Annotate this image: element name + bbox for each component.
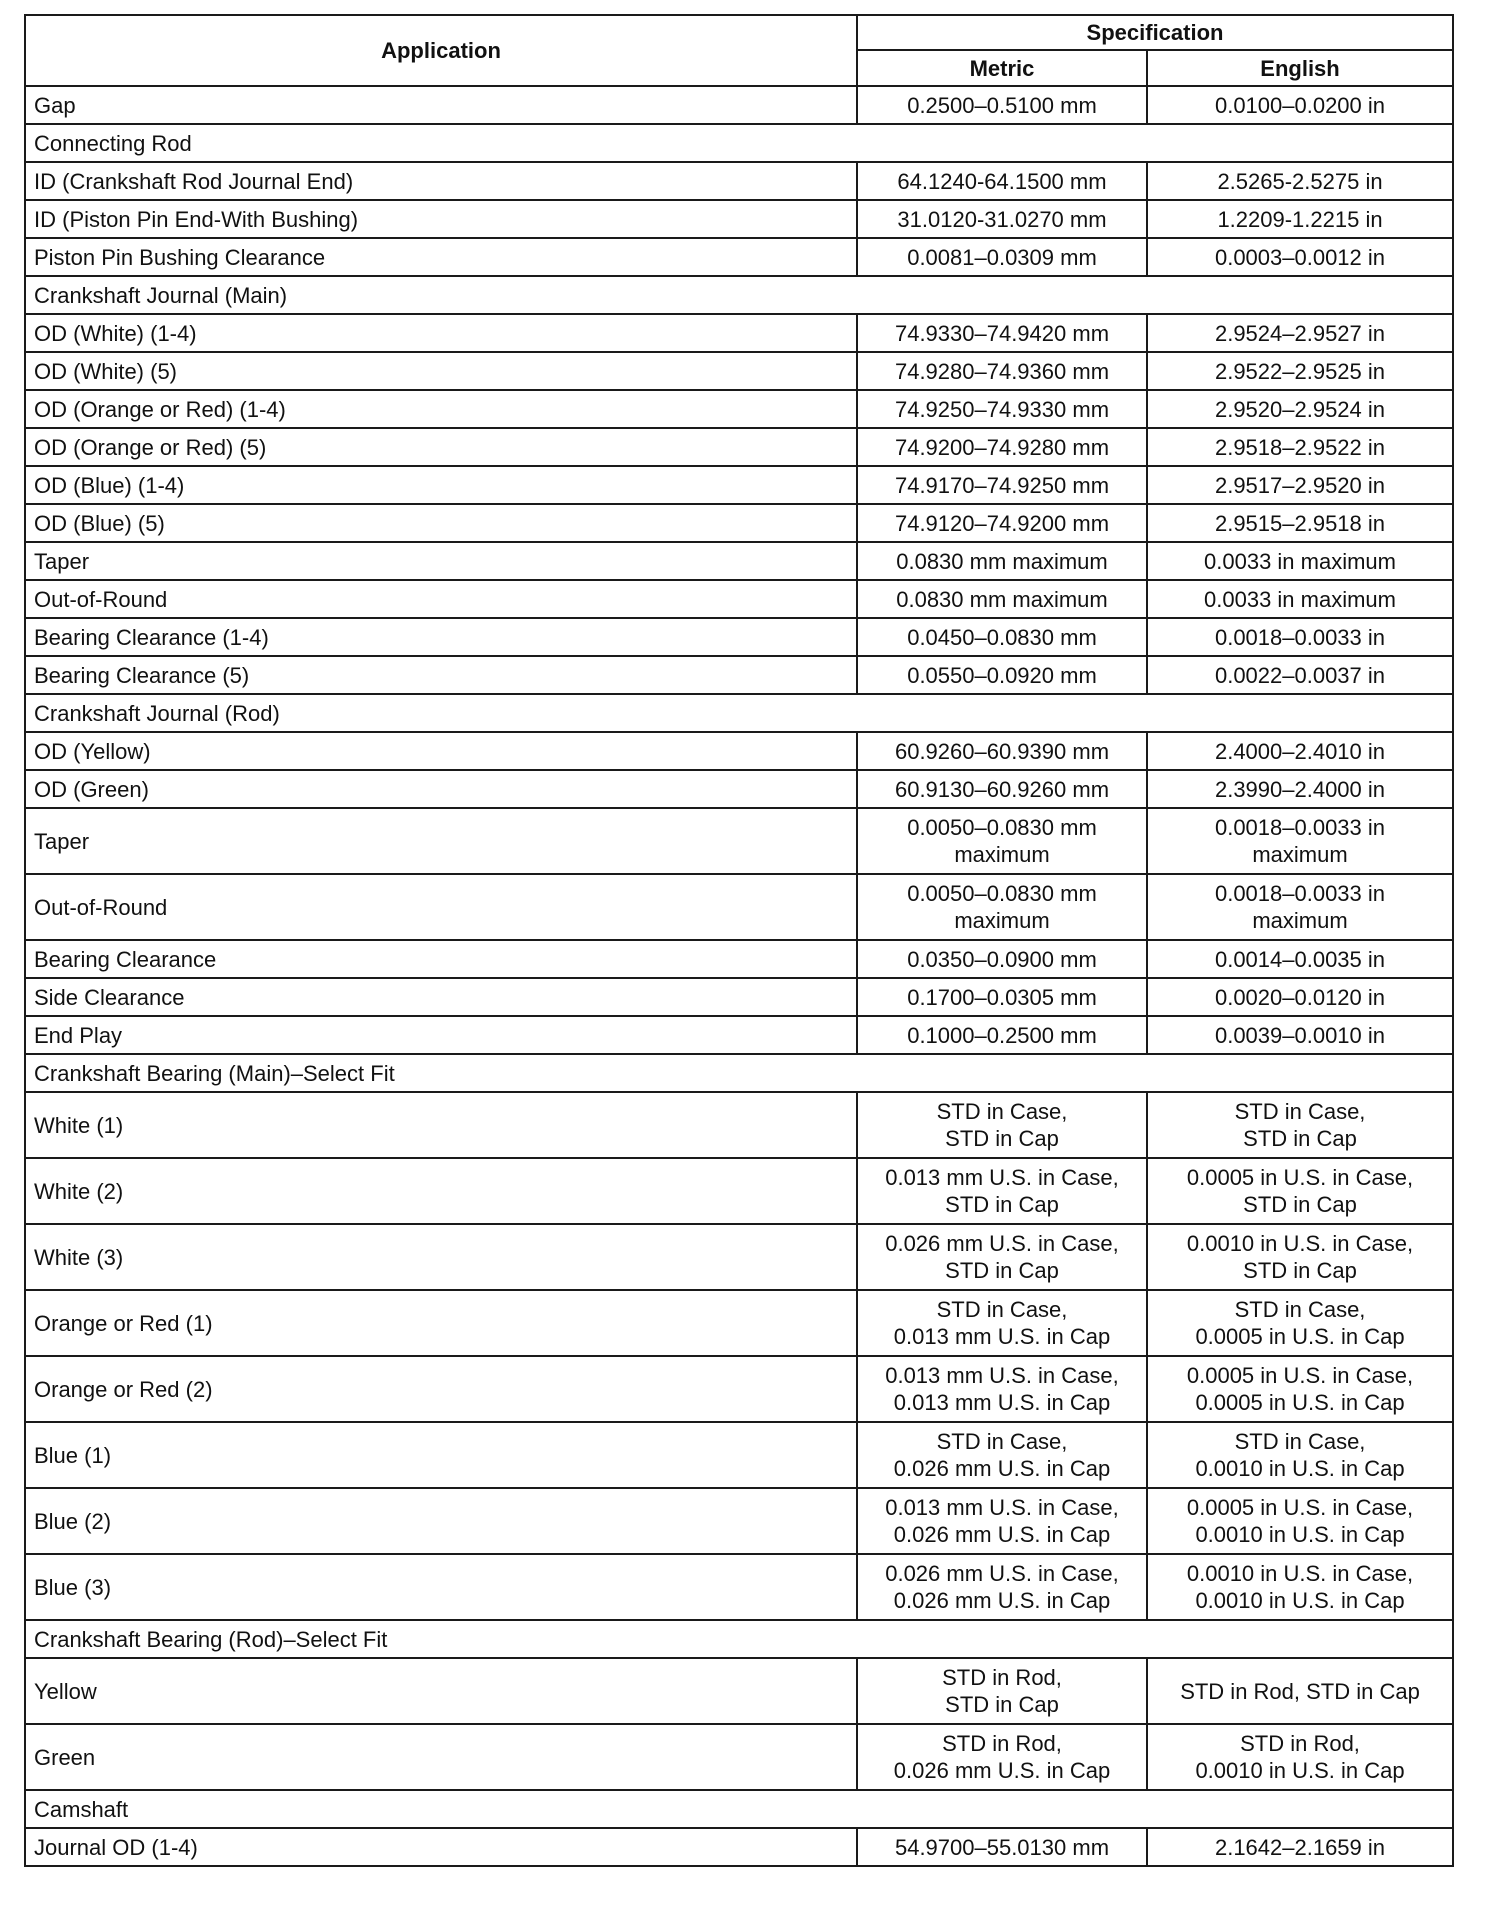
english-cell xyxy=(1147,618,1453,656)
metric-cell xyxy=(857,1224,1147,1290)
metric-cell xyxy=(857,314,1147,352)
application-cell: OD (Blue) (1-4) xyxy=(25,466,857,504)
section-title: Connecting Rod xyxy=(25,124,1453,162)
english-value-line: 0.0010 in U.S. in Cap xyxy=(1195,1758,1405,1783)
metric-value-line: 74.9170–74.9250 mm xyxy=(894,472,1110,498)
english-value-line: 2.1642–2.1659 in xyxy=(1214,1834,1386,1860)
english-value-line: STD in Case, xyxy=(1234,1099,1366,1124)
section-title: Crankshaft Bearing (Rod)–Select Fit xyxy=(25,1620,1453,1658)
metric-cell xyxy=(857,656,1147,694)
metric-value-line: 0.026 mm U.S. in Case, xyxy=(885,1561,1119,1586)
application-cell: Journal OD (1-4) xyxy=(25,1828,857,1866)
application-cell: White (1) xyxy=(25,1092,857,1158)
english-value-line: 2.5265-2.5275 in xyxy=(1217,168,1383,194)
metric-value-line: 0.0830 mm maximum xyxy=(896,586,1108,612)
english-cell xyxy=(1147,86,1453,124)
english-value-line: STD in Case, xyxy=(1234,1297,1366,1322)
english-cell xyxy=(1147,1016,1453,1054)
section-title: Crankshaft Journal (Main) xyxy=(25,276,1453,314)
english-cell xyxy=(1147,940,1453,978)
metric-value-line: 0.013 mm U.S. in Case, xyxy=(885,1165,1119,1190)
application-cell: Blue (3) xyxy=(25,1554,857,1620)
english-value-line: maximum xyxy=(1252,842,1348,867)
metric-cell xyxy=(857,1554,1147,1620)
english-cell xyxy=(1147,1092,1453,1158)
metric-cell xyxy=(857,352,1147,390)
application-cell: Bearing Clearance (5) xyxy=(25,656,857,694)
metric-cell xyxy=(857,1828,1147,1866)
english-value-line: 0.0010 in U.S. in Cap xyxy=(1195,1588,1405,1613)
application-cell: OD (Green) xyxy=(25,770,857,808)
metric-value-line: 74.9330–74.9420 mm xyxy=(894,320,1110,346)
metric-cell xyxy=(857,1092,1147,1158)
table-row xyxy=(25,1724,1453,1790)
table-row xyxy=(25,1016,1453,1054)
metric-cell xyxy=(857,466,1147,504)
english-value-line: STD in Cap xyxy=(1243,1258,1357,1283)
application-cell: OD (White) (5) xyxy=(25,352,857,390)
english-value-line: 0.0005 in U.S. in Cap xyxy=(1195,1390,1405,1415)
application-cell: ID (Piston Pin End-With Bushing) xyxy=(25,200,857,238)
metric-cell xyxy=(857,1290,1147,1356)
metric-value-line: STD in Cap xyxy=(945,1126,1059,1151)
metric-cell xyxy=(857,542,1147,580)
metric-cell xyxy=(857,874,1147,940)
english-value-line: 0.0005 in U.S. in Case, xyxy=(1186,1165,1414,1190)
english-cell xyxy=(1147,162,1453,200)
english-value-line: STD in Case, xyxy=(1234,1429,1366,1454)
metric-value-line: 60.9260–60.9390 mm xyxy=(894,738,1110,764)
application-cell: OD (Yellow) xyxy=(25,732,857,770)
application-cell: Taper xyxy=(25,808,857,874)
metric-value-line: STD in Cap xyxy=(945,1258,1059,1283)
metric-cell xyxy=(857,1158,1147,1224)
application-cell: White (2) xyxy=(25,1158,857,1224)
table-row xyxy=(25,1658,1453,1724)
english-cell xyxy=(1147,580,1453,618)
metric-value-line: 74.9200–74.9280 mm xyxy=(894,434,1110,460)
metric-cell xyxy=(857,580,1147,618)
english-cell xyxy=(1147,314,1453,352)
metric-value-line: 64.1240-64.1500 mm xyxy=(897,168,1107,194)
metric-cell xyxy=(857,238,1147,276)
english-cell xyxy=(1147,504,1453,542)
metric-value-line: maximum xyxy=(954,908,1050,933)
english-header: English xyxy=(1147,50,1453,86)
metric-cell xyxy=(857,1356,1147,1422)
metric-value-line: STD in Case, xyxy=(936,1099,1068,1124)
table-row xyxy=(25,1356,1453,1422)
application-cell: Bearing Clearance (1-4) xyxy=(25,618,857,656)
english-cell xyxy=(1147,1828,1453,1866)
metric-value-line: 74.9280–74.9360 mm xyxy=(894,358,1110,384)
metric-value-line: maximum xyxy=(954,842,1050,867)
english-value-line: 0.0018–0.0033 in xyxy=(1214,815,1386,840)
english-value-line: 2.9522–2.9525 in xyxy=(1214,358,1386,384)
english-value-line: 0.0022–0.0037 in xyxy=(1214,662,1386,688)
english-value-line: 0.0020–0.0120 in xyxy=(1214,984,1386,1010)
metric-value-line: STD in Rod, xyxy=(942,1665,1062,1690)
section-row xyxy=(25,276,1453,314)
metric-value-line: 0.026 mm U.S. in Cap xyxy=(893,1522,1111,1547)
section-title: Crankshaft Journal (Rod) xyxy=(25,694,1453,732)
english-cell xyxy=(1147,1554,1453,1620)
table-row xyxy=(25,732,1453,770)
english-value-line: 0.0003–0.0012 in xyxy=(1214,244,1386,270)
application-cell: Gap xyxy=(25,86,857,124)
metric-value-line: 0.0050–0.0830 mm xyxy=(907,881,1097,906)
english-cell xyxy=(1147,466,1453,504)
table-row xyxy=(25,352,1453,390)
english-value-line: 0.0010 in U.S. in Cap xyxy=(1195,1456,1405,1481)
section-row xyxy=(25,1054,1453,1092)
metric-value-line: 0.013 mm U.S. in Case, xyxy=(885,1495,1119,1520)
table-row xyxy=(25,808,1453,874)
english-cell xyxy=(1147,874,1453,940)
application-cell: Orange or Red (2) xyxy=(25,1356,857,1422)
metric-cell xyxy=(857,1016,1147,1054)
metric-value-line: STD in Rod, xyxy=(942,1731,1062,1756)
table-row xyxy=(25,238,1453,276)
table-row xyxy=(25,874,1453,940)
metric-header: Metric xyxy=(857,50,1147,86)
english-value-line: 2.9520–2.9524 in xyxy=(1214,396,1386,422)
english-cell xyxy=(1147,978,1453,1016)
metric-cell xyxy=(857,504,1147,542)
application-cell: Orange or Red (1) xyxy=(25,1290,857,1356)
english-cell xyxy=(1147,1724,1453,1790)
table-row xyxy=(25,390,1453,428)
metric-cell xyxy=(857,162,1147,200)
english-value-line: 0.0033 in maximum xyxy=(1204,548,1396,574)
english-cell xyxy=(1147,1422,1453,1488)
english-value-line: STD in Rod, STD in Cap xyxy=(1180,1678,1420,1704)
metric-value-line: STD in Case, xyxy=(936,1297,1068,1322)
application-cell: Blue (1) xyxy=(25,1422,857,1488)
table-row xyxy=(25,314,1453,352)
english-value-line: 0.0005 in U.S. in Case, xyxy=(1186,1363,1414,1388)
table-body xyxy=(25,86,1453,1866)
application-cell: ID (Crankshaft Rod Journal End) xyxy=(25,162,857,200)
metric-value-line: 0.0350–0.0900 mm xyxy=(907,946,1097,972)
english-cell xyxy=(1147,770,1453,808)
metric-value-line: 0.026 mm U.S. in Cap xyxy=(893,1588,1111,1613)
metric-cell xyxy=(857,940,1147,978)
english-value-line: 0.0018–0.0033 in xyxy=(1214,624,1386,650)
table-row xyxy=(25,1290,1453,1356)
english-value-line: 2.9515–2.9518 in xyxy=(1214,510,1386,536)
table-row xyxy=(25,1488,1453,1554)
application-cell: End Play xyxy=(25,1016,857,1054)
english-value-line: STD in Rod, xyxy=(1240,1731,1360,1756)
english-value-line: 0.0010 in U.S. in Cap xyxy=(1195,1522,1405,1547)
table-row xyxy=(25,656,1453,694)
metric-value-line: 0.013 mm U.S. in Case, xyxy=(885,1363,1119,1388)
english-cell xyxy=(1147,808,1453,874)
english-value-line: 0.0039–0.0010 in xyxy=(1214,1022,1386,1048)
table-row xyxy=(25,466,1453,504)
table-row xyxy=(25,580,1453,618)
spec-table xyxy=(24,14,1454,1867)
metric-value-line: 0.0450–0.0830 mm xyxy=(907,624,1097,650)
metric-value-line: 54.9700–55.0130 mm xyxy=(894,1834,1110,1860)
metric-cell xyxy=(857,1422,1147,1488)
table-header xyxy=(25,15,1453,86)
english-value-line: 2.4000–2.4010 in xyxy=(1214,738,1386,764)
table-row xyxy=(25,940,1453,978)
table-row xyxy=(25,542,1453,580)
metric-cell xyxy=(857,770,1147,808)
english-cell xyxy=(1147,1224,1453,1290)
metric-value-line: 74.9120–74.9200 mm xyxy=(894,510,1110,536)
metric-value-line: 31.0120-31.0270 mm xyxy=(897,206,1107,232)
english-value-line: STD in Cap xyxy=(1243,1192,1357,1217)
table-row xyxy=(25,1554,1453,1620)
table-row xyxy=(25,1828,1453,1866)
english-value-line: 2.9517–2.9520 in xyxy=(1214,472,1386,498)
metric-cell xyxy=(857,732,1147,770)
english-value-line: 0.0005 in U.S. in Cap xyxy=(1195,1324,1405,1349)
english-cell xyxy=(1147,200,1453,238)
english-value-line: 2.3990–2.4000 in xyxy=(1214,776,1386,802)
metric-value-line: 60.9130–60.9260 mm xyxy=(894,776,1110,802)
application-cell: Bearing Clearance xyxy=(25,940,857,978)
metric-cell xyxy=(857,1724,1147,1790)
metric-cell xyxy=(857,1488,1147,1554)
metric-cell xyxy=(857,428,1147,466)
application-cell: OD (White) (1-4) xyxy=(25,314,857,352)
english-cell xyxy=(1147,1658,1453,1724)
metric-value-line: 0.026 mm U.S. in Case, xyxy=(885,1231,1119,1256)
section-row xyxy=(25,694,1453,732)
metric-value-line: 0.0550–0.0920 mm xyxy=(907,662,1097,688)
english-value-line: 2.9524–2.9527 in xyxy=(1214,320,1386,346)
english-value-line: 0.0100–0.0200 in xyxy=(1214,92,1386,118)
metric-value-line: 74.9250–74.9330 mm xyxy=(894,396,1110,422)
section-row xyxy=(25,1790,1453,1828)
application-cell: White (3) xyxy=(25,1224,857,1290)
metric-cell xyxy=(857,390,1147,428)
english-value-line: STD in Cap xyxy=(1243,1126,1357,1151)
table-row xyxy=(25,1158,1453,1224)
application-header: Application xyxy=(25,15,857,86)
metric-cell xyxy=(857,86,1147,124)
section-title: Crankshaft Bearing (Main)–Select Fit xyxy=(25,1054,1453,1092)
metric-cell xyxy=(857,978,1147,1016)
application-cell: Yellow xyxy=(25,1658,857,1724)
metric-value-line: 0.2500–0.5100 mm xyxy=(907,92,1097,118)
application-cell: OD (Orange or Red) (5) xyxy=(25,428,857,466)
application-cell: Blue (2) xyxy=(25,1488,857,1554)
table-row xyxy=(25,978,1453,1016)
metric-value-line: 0.0081–0.0309 mm xyxy=(907,244,1097,270)
metric-value-line: STD in Case, xyxy=(936,1429,1068,1454)
metric-cell xyxy=(857,618,1147,656)
application-cell: OD (Orange or Red) (1-4) xyxy=(25,390,857,428)
table-row xyxy=(25,1092,1453,1158)
metric-value-line: 0.0830 mm maximum xyxy=(896,548,1108,574)
english-cell xyxy=(1147,390,1453,428)
metric-value-line: 0.013 mm U.S. in Cap xyxy=(893,1390,1111,1415)
section-row xyxy=(25,124,1453,162)
table-row xyxy=(25,200,1453,238)
application-cell: Piston Pin Bushing Clearance xyxy=(25,238,857,276)
section-row xyxy=(25,1620,1453,1658)
english-cell xyxy=(1147,352,1453,390)
metric-value-line: 0.026 mm U.S. in Cap xyxy=(893,1456,1111,1481)
english-value-line: 0.0014–0.0035 in xyxy=(1214,946,1386,972)
english-value-line: 1.2209-1.2215 in xyxy=(1217,206,1383,232)
table-row xyxy=(25,504,1453,542)
english-cell xyxy=(1147,1356,1453,1422)
metric-cell xyxy=(857,808,1147,874)
english-cell xyxy=(1147,238,1453,276)
application-cell: Out-of-Round xyxy=(25,874,857,940)
table-row xyxy=(25,770,1453,808)
english-cell xyxy=(1147,1488,1453,1554)
english-value-line: 0.0033 in maximum xyxy=(1204,586,1396,612)
metric-value-line: 0.1700–0.0305 mm xyxy=(907,984,1097,1010)
english-cell xyxy=(1147,732,1453,770)
english-value-line: 0.0018–0.0033 in xyxy=(1214,881,1386,906)
application-cell: Out-of-Round xyxy=(25,580,857,618)
metric-cell xyxy=(857,200,1147,238)
metric-value-line: STD in Cap xyxy=(945,1192,1059,1217)
table-row xyxy=(25,1422,1453,1488)
english-cell xyxy=(1147,428,1453,466)
metric-cell xyxy=(857,1658,1147,1724)
metric-value-line: 0.013 mm U.S. in Cap xyxy=(893,1324,1111,1349)
english-cell xyxy=(1147,542,1453,580)
application-cell: Side Clearance xyxy=(25,978,857,1016)
metric-value-line: 0.1000–0.2500 mm xyxy=(907,1022,1097,1048)
english-cell xyxy=(1147,1158,1453,1224)
application-cell: Green xyxy=(25,1724,857,1790)
metric-value-line: STD in Cap xyxy=(945,1692,1059,1717)
table-row xyxy=(25,618,1453,656)
application-cell: Taper xyxy=(25,542,857,580)
english-value-line: 0.0010 in U.S. in Case, xyxy=(1186,1561,1414,1586)
english-value-line: 2.9518–2.9522 in xyxy=(1214,434,1386,460)
metric-value-line: 0.026 mm U.S. in Cap xyxy=(893,1758,1111,1783)
english-cell xyxy=(1147,1290,1453,1356)
table-row xyxy=(25,86,1453,124)
english-value-line: 0.0010 in U.S. in Case, xyxy=(1186,1231,1414,1256)
specification-header: Specification xyxy=(857,15,1453,50)
table-row xyxy=(25,162,1453,200)
metric-value-line: 0.0050–0.0830 mm xyxy=(907,815,1097,840)
table-row xyxy=(25,428,1453,466)
table-row xyxy=(25,1224,1453,1290)
application-cell: OD (Blue) (5) xyxy=(25,504,857,542)
english-value-line: maximum xyxy=(1252,908,1348,933)
section-title: Camshaft xyxy=(25,1790,1453,1828)
english-value-line: 0.0005 in U.S. in Case, xyxy=(1186,1495,1414,1520)
english-cell xyxy=(1147,656,1453,694)
